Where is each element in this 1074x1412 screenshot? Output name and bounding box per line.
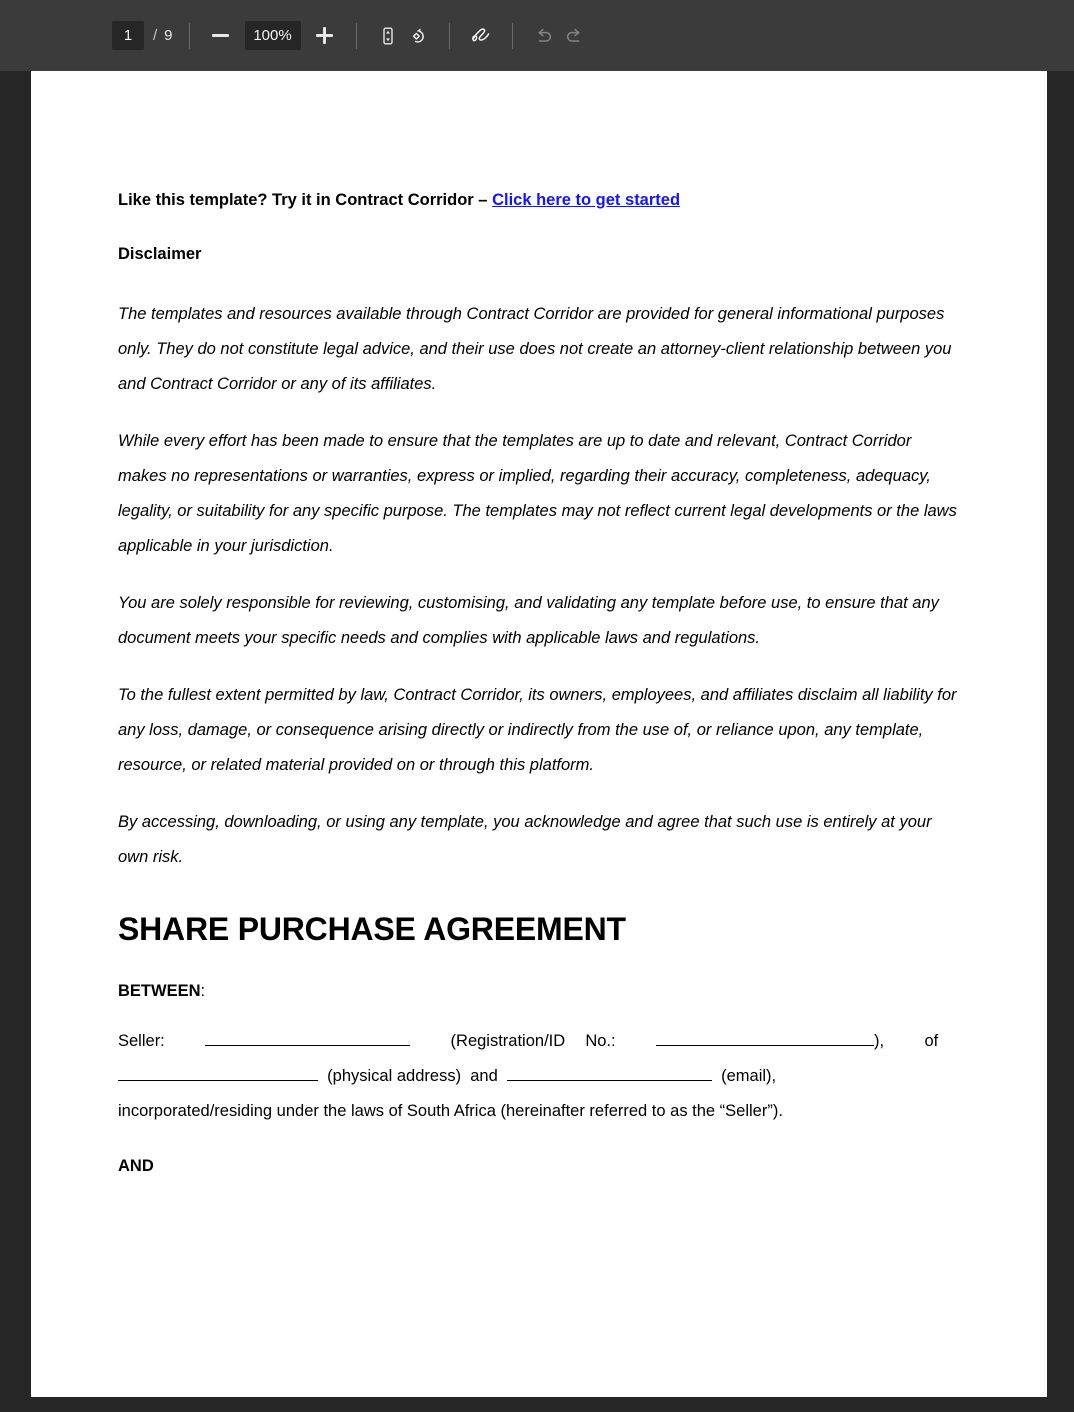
template-promo-line: [118, 189, 963, 211]
seller-name-blank[interactable]: [205, 1029, 410, 1046]
annotation-group: [466, 21, 496, 51]
ink-draw-button[interactable]: [466, 21, 496, 51]
toolbar-divider-1: [189, 23, 190, 49]
seller-registration-blank[interactable]: [656, 1029, 874, 1046]
seller-email-label: (email),: [721, 1066, 777, 1085]
fit-page-icon: [378, 26, 398, 46]
page-separator: /: [153, 27, 158, 44]
and-label: AND: [118, 1156, 154, 1175]
zoom-controls-group: [206, 21, 340, 51]
template-promo-text: Like this template? Try it in Contract Corridor –: [118, 191, 493, 209]
between-text: BETWEEN: [118, 981, 201, 1000]
seller-registration-close: ),: [873, 1031, 885, 1050]
redo-button[interactable]: [559, 21, 589, 51]
document-content: [118, 189, 963, 1176]
zoom-level-input[interactable]: 100%: [245, 21, 301, 50]
fit-page-button[interactable]: [373, 21, 403, 51]
redo-icon: [563, 26, 585, 46]
toolbar-divider-4: [512, 23, 513, 49]
pdf-toolbar: [0, 0, 1074, 71]
seller-clause: [118, 1024, 963, 1129]
pdf-page: [31, 71, 1047, 1397]
seller-jurisdiction-text: incorporated/residing under the laws of South Africa (hereinafter referred to as the “Seller”).: [118, 1101, 783, 1120]
toolbar-divider-3: [449, 23, 450, 49]
page-navigation-group: [112, 21, 173, 50]
seller-address-blank[interactable]: [118, 1064, 318, 1081]
seller-label: Seller:: [118, 1031, 165, 1050]
get-started-link[interactable]: Click here to get started: [492, 191, 681, 209]
disclaimer-paragraph-5: By accessing, downloading, or using any template, you acknowledge and agree that such use is entirely at your own risk.: [118, 812, 932, 866]
toolbar-divider-2: [356, 23, 357, 49]
seller-of-word: of: [924, 1031, 939, 1050]
between-colon: :: [200, 981, 206, 1000]
zoom-in-button[interactable]: [310, 21, 340, 51]
disclaimer-heading: Disclaimer: [118, 245, 202, 264]
page-number-input[interactable]: 1: [112, 21, 144, 50]
disclaimer-paragraph-4: To the fullest extent permitted by law, Contract Corridor, its owners, employees, and affiliates disclaim all liability for any loss, damage, or consequence arising directly or indirectly from the use of, or reliance upon, any template, resource, or related material provided on or through this platform.: [118, 685, 957, 774]
disclaimer-paragraph-2: While every effort has been made to ensure that the templates are up to date and relevant, Contract Corridor makes no representations or warranties, express or implied, regarding their accuracy, completeness, adequacy, legality, or suitability for any specific purpose. The templates may not reflect current legal developments or the laws applicable in your jurisdiction.: [118, 432, 957, 556]
disclaimer-paragraph-3: You are solely responsible for reviewing, customising, and validating any template before use, to ensure that any document meets your specific needs and complies with applicable laws and regulations.: [118, 594, 939, 648]
plus-icon: [316, 27, 333, 44]
page-view-group: [373, 21, 433, 51]
rotate-counterclockwise-button[interactable]: [403, 21, 433, 51]
minus-icon: [212, 34, 229, 37]
seller-and-word: and: [470, 1066, 498, 1085]
history-group: [529, 21, 589, 51]
zoom-out-button[interactable]: [206, 21, 236, 51]
agreement-title: SHARE PURCHASE AGREEMENT: [118, 910, 626, 947]
seller-registration-label: (Registration/ID No.:: [450, 1031, 616, 1050]
seller-email-blank[interactable]: [507, 1064, 712, 1081]
between-label: [118, 982, 963, 1001]
disclaimer-paragraph-1: The templates and resources available through Contract Corridor are provided for general informational purposes only. They do not constitute legal advice, and their use does not create an attorney-client relationship between you and Contract Corridor or any of its affiliates.: [118, 305, 952, 394]
ink-draw-icon: [469, 25, 493, 47]
seller-address-label: (physical address): [327, 1066, 462, 1085]
total-pages-label: 9: [164, 27, 173, 44]
undo-icon: [533, 26, 555, 46]
undo-button[interactable]: [529, 21, 559, 51]
rotate-counterclockwise-icon: [407, 25, 429, 47]
